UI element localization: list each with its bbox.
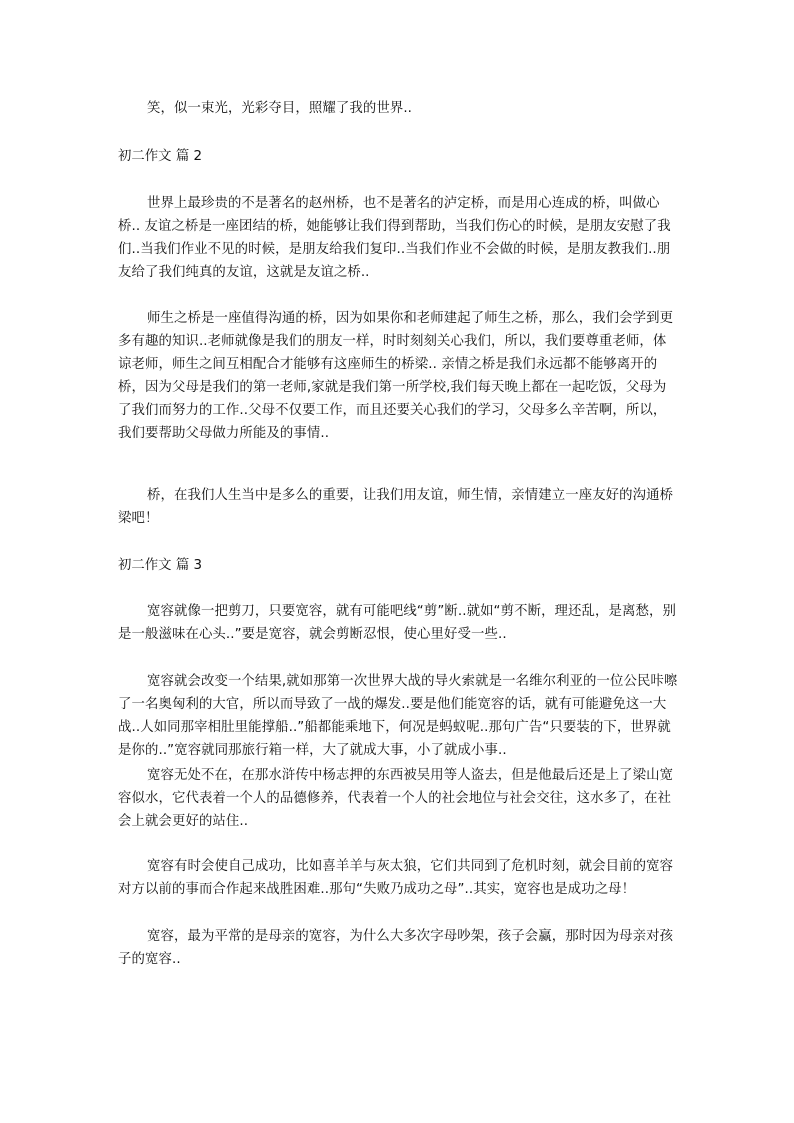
paragraph-friendship-bridge: 世界上最珍贵的不是著名的赵州桥，也不是著名的泸定桥，而是用心连成的桥，叫做心桥.. 友谊之桥是一座团结的桥，她能够让我们得到帮助，当我们伤心的时候，是朋友安慰了我们..当我们作业不见的时候，是朋友给我们复印..当我们作业不会做的时候，是朋友教我们..朋友给了我们纯真的友谊，这就是友谊之桥.. <box>118 196 671 280</box>
section-heading-2: 初二作文 篇 2 <box>118 149 202 164</box>
paragraph-closing-line: 笑，似一束光，光彩夺目，照耀了我的世界.. <box>147 101 413 116</box>
paragraph-tolerance-success: 宽容有时会使自己成功，比如喜羊羊与灰太狼，它们共同到了危机时刻，就会目前的宽容对方以前的事而合作起来战胜困难..那句“失败乃成功之母”..其实，宽容也是成功之母！ <box>118 859 674 897</box>
paragraph-tolerance-war: 宽容就会改变一个结果,就如那第一次世界大战的导火索就是一名维尔利亚的一位公民咔嚓了一名奥匈利的大官，所以而导致了一战的爆发..要是他们能宽容的话，就有可能避免这一大战..人如同那宰相肚里能撑船..”船都能乘地下，何况是蚂蚁呢..那句广告“只要装的下，世界就是你的..”宽容就同那旅行箱一样，大了就成大事，小了就成小事.. <box>118 674 678 758</box>
paragraph-bridge-conclusion: 桥，在我们人生当中是多么的重要，让我们用友谊，师生情，亲情建立一座友好的沟通桥梁吧！ <box>118 488 674 526</box>
paragraph-tolerance-everywhere: 宽容无处不在，在那水浒传中杨志押的东西被吴用等人盗去，但是他最后还是上了梁山宽容似水，它代表着一个人的品德修养，代表着一个人的社会地位与社会交往，这水多了，在社会上就会更好的站住.. <box>118 768 674 829</box>
section-heading-3: 初二作文 篇 3 <box>118 558 202 573</box>
paragraph-tolerance-scissors: 宽容就像一把剪刀，只要宽容，就有可能吧线“剪”断..就如“剪不断，理还乱，是离愁，别是一般滋味在心头..”要是宽容，就会剪断忍恨，使心里好受一些.. <box>118 604 676 642</box>
paragraph-teacher-family-bridge: 师生之桥是一座值得沟通的桥，因为如果你和老师建起了师生之桥，那么，我们会学到更多有趣的知识..老师就像是我们的朋友一样，时时刻刻关心我们，所以，我们要尊重老师，体谅老师，师生之间互相配合才能够有这座师生的桥梁.. 亲情之桥是我们永远都不能够离开的桥，因为父母是我们的第一老师,家就是我们第一所学校,我们每天晚上都在一起吃饭，父母为了我们而努力的工作..父母不仅要工作，而且还要关心我们的学习，父母多么辛苦啊，所以，我们要帮助父母做力所能及的事情.. <box>118 311 674 441</box>
paragraph-mother-tolerance: 宽容，最为平常的是母亲的宽容，为什么大多次字母吵架，孩子会赢，那时因为母亲对孩子的宽容.. <box>118 929 674 967</box>
